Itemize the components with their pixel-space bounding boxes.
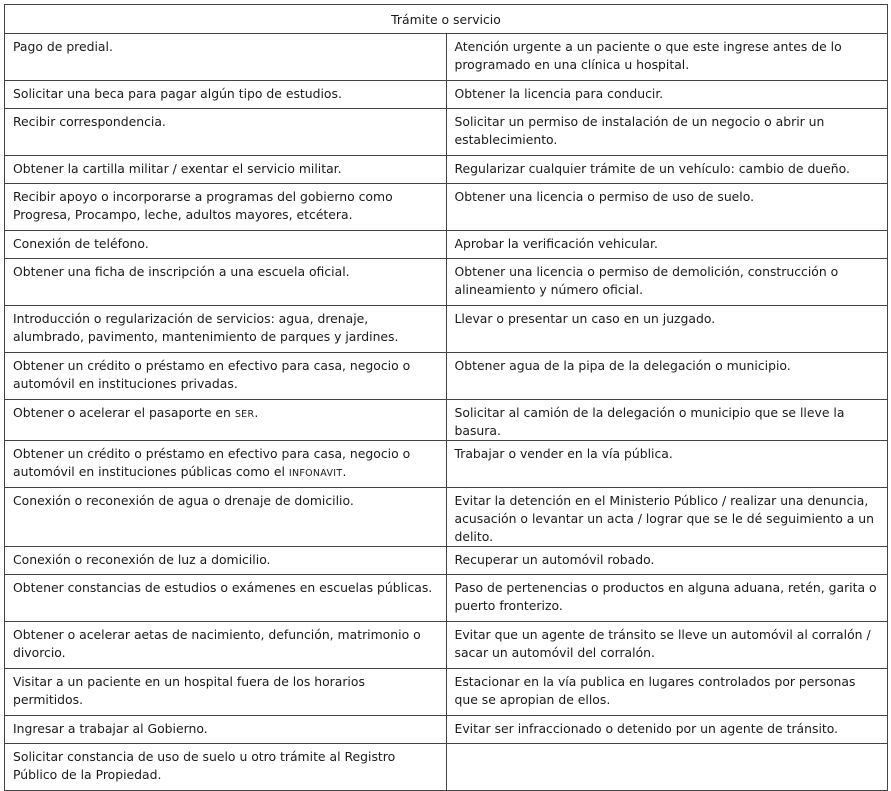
cell-right: Estacionar en la vía publica en lugares controlados por personas que se apropian de ellos. (446, 669, 888, 716)
cell-left: Ingresar a trabajar al Gobierno. (5, 716, 447, 744)
cell-right: Evitar ser infraccionado o detenido por un agente de tránsito. (446, 716, 888, 744)
table-row (5, 109, 888, 156)
header-row (5, 5, 888, 34)
cell-right: Obtener una licencia o permiso de demolición, construcción o alineamiento y número oficial. (446, 259, 888, 306)
table-row (5, 622, 888, 669)
cell-left: Obtener un crédito o préstamo en efectivo para casa, negocio o automóvil en instituciones públicas como el INFONAVIT. (5, 441, 447, 488)
cell-right: Obtener la licencia para conducir. (446, 81, 888, 109)
cell-right: Evitar que un agente de tránsito se lleve un automóvil al corralón / sacar un automóvil del corralón. (446, 622, 888, 669)
cell-right: Aprobar la verificación vehicular. (446, 231, 888, 259)
table-row (5, 575, 888, 622)
table-row (5, 716, 888, 744)
cell-right: Obtener agua de la pipa de la delegación o municipio. (446, 353, 888, 400)
table-row (5, 34, 888, 81)
cell-left: Recibir correspondencia. (5, 109, 447, 156)
cell-left: Solicitar constancia de uso de suelo u otro trámite al Registro Público de la Propiedad. (5, 744, 447, 791)
cell-left: Pago de predial. (5, 34, 447, 81)
table-row (5, 547, 888, 575)
cell-left: Obtener la cartilla militar / exentar el servicio militar. (5, 156, 447, 184)
table-row (5, 353, 888, 400)
cell-right: Trabajar o vender en la vía pública. (446, 441, 888, 488)
cell-left: Conexión o reconexión de luz a domicilio. (5, 547, 447, 575)
table-body (5, 34, 888, 791)
table-row (5, 306, 888, 353)
cell-right: Recuperar un automóvil robado. (446, 547, 888, 575)
table-row (5, 156, 888, 184)
cell-right (446, 744, 888, 791)
cell-left: Obtener un crédito o préstamo en efectivo para casa, negocio o automóvil en instituciones privadas. (5, 353, 447, 400)
table-row (5, 400, 888, 441)
cell-right: Solicitar un permiso de instalación de un negocio o abrir un establecimiento. (446, 109, 888, 156)
table-header: Trámite o servicio (5, 5, 888, 34)
table-row (5, 744, 888, 791)
cell-right: Llevar o presentar un caso en un juzgado. (446, 306, 888, 353)
table-row (5, 231, 888, 259)
cell-left: Conexión de teléfono. (5, 231, 447, 259)
cell-left: Obtener constancias de estudios o exámenes en escuelas públicas. (5, 575, 447, 622)
cell-left: Conexión o reconexión de agua o drenaje de domicilio. (5, 488, 447, 547)
cell-left: Obtener o acelerar el pasaporte en SER. (5, 400, 447, 441)
table-row (5, 259, 888, 306)
cell-left: Obtener una ficha de inscripción a una escuela oficial. (5, 259, 447, 306)
cell-right: Regularizar cualquier trámite de un vehículo: cambio de dueño. (446, 156, 888, 184)
cell-left: Obtener o acelerar aetas de nacimiento, defunción, matrimonio o divorcio. (5, 622, 447, 669)
tramites-table (4, 4, 888, 791)
table-row (5, 488, 888, 547)
cell-left: Introducción o regularización de servicios: agua, drenaje, alumbrado, pavimento, mantenimiento de parques y jardines. (5, 306, 447, 353)
cell-right: Paso de pertenencias o productos en alguna aduana, retén, garita o puerto fronterizo. (446, 575, 888, 622)
cell-right: Atención urgente a un paciente o que este ingrese antes de lo programado en una clínica u hospital. (446, 34, 888, 81)
cell-left: Recibir apoyo o incorporarse a programas del gobierno como Progresa, Procampo, leche, adultos mayores, etcétera. (5, 184, 447, 231)
cell-left: Visitar a un paciente en un hospital fuera de los horarios permitidos. (5, 669, 447, 716)
table-row (5, 669, 888, 716)
cell-right: Evitar la detención en el Ministerio Público / realizar una denuncia, acusación o levantar un acta / lograr que se le dé seguimiento a un delito. (446, 488, 888, 547)
table-row (5, 81, 888, 109)
cell-left: Solicitar una beca para pagar algún tipo de estudios. (5, 81, 447, 109)
cell-right: Obtener una licencia o permiso de uso de suelo. (446, 184, 888, 231)
table-row (5, 184, 888, 231)
table-row (5, 441, 888, 488)
cell-right: Solicitar al camión de la delegación o municipio que se lleve la basura. (446, 400, 888, 441)
